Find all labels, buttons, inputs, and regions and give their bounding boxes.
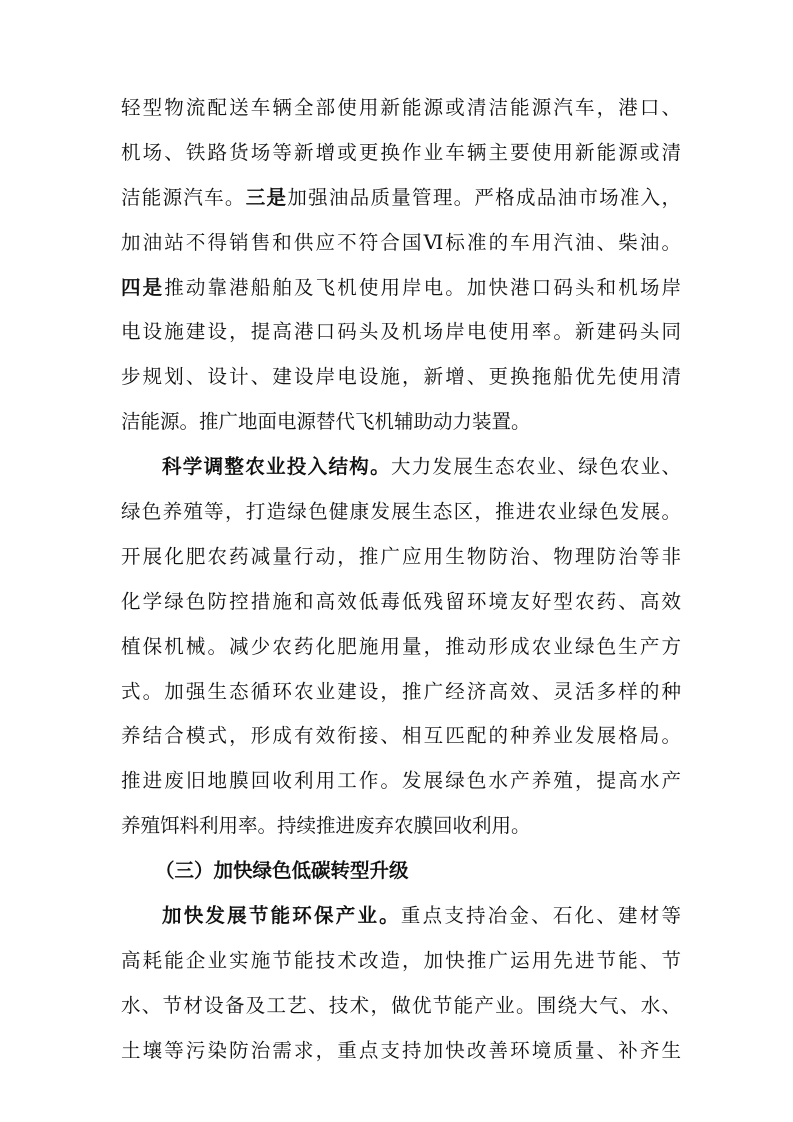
paragraph-line [121, 141, 681, 165]
line-text: 加油站不得销售和供应不符合国Ⅵ标准的车用汽油、柴油。 [121, 231, 681, 254]
paragraph-line [121, 365, 681, 389]
paragraph-line [121, 994, 681, 1018]
line-text: 土壤等污染防治需求，重点支持加快改善环境质量、补齐生 [121, 1039, 681, 1062]
paragraph-line [162, 904, 681, 928]
paragraph-line [121, 949, 681, 973]
paragraph-line [121, 1039, 681, 1063]
line-text: 绿色养殖等，打造绿色健康发展生态区，推进农业绿色发展。 [121, 500, 681, 523]
line-text: 洁能源。推广地面电源替代飞机辅助动力装置。 [121, 410, 531, 433]
bold-lead: 科学调整农业投入结构。 [162, 455, 391, 478]
paragraph-line [121, 96, 681, 120]
paragraph-line [121, 500, 681, 524]
line-text: 植保机械。减少农药化肥施用量，推动形成农业绿色生产方 [121, 635, 681, 658]
line-text: 化学绿色防控措施和高效低毒低残留环境友好型农药、高效 [121, 590, 681, 613]
section-heading [155, 859, 681, 883]
line-text: 水、节材设备及工艺、技术，做优节能产业。围绕大气、水、 [121, 994, 681, 1017]
line-text: 加强油品质量管理。严格成品油市场准入， [287, 186, 681, 209]
line-text: 轻型物流配送车辆全部使用新能源或清洁能源汽车，港口、 [121, 96, 681, 119]
paragraph-line [121, 545, 681, 569]
paragraph-line [121, 590, 681, 614]
section-heading-text: （三）加快绿色低碳转型升级 [155, 859, 409, 882]
paragraph-line [162, 455, 681, 479]
line-text: 式。加强生态循环农业建设，推广经济高效、灵活多样的种 [121, 680, 681, 703]
line-text: 机场、铁路货场等新增或更换作业车辆主要使用新能源或清 [121, 141, 681, 164]
paragraph-line [121, 724, 681, 748]
line-text: 推动靠港船舶及飞机使用岸电。加快港口码头和机场岸 [164, 276, 681, 299]
line-text: 开展化肥农药减量行动，推广应用生物防治、物理防治等非 [121, 545, 681, 568]
line-text: 步规划、设计、建设岸电设施，新增、更换拖船优先使用清 [121, 365, 681, 388]
line-text: 重点支持冶金、石化、建材等 [400, 904, 681, 927]
paragraph-line [121, 186, 681, 210]
paragraph-line [121, 635, 681, 659]
line-text: 养结合模式，形成有效衔接、相互匹配的种养业发展格局。 [121, 724, 681, 747]
paragraph-line [121, 320, 681, 344]
paragraph-line [121, 814, 681, 838]
bold-lead: 四是 [121, 276, 165, 299]
paragraph-line [121, 769, 681, 793]
line-text: 推进废旧地膜回收利用工作。发展绿色水产养殖，提高水产 [121, 769, 681, 792]
bold-lead: 三是 [245, 186, 288, 209]
line-text: 高耗能企业实施节能技术改造，加快推广运用先进节能、节 [121, 949, 681, 972]
line-text: 洁能源汽车。 [121, 186, 246, 209]
paragraph-line [121, 276, 681, 300]
paragraph-line [121, 231, 681, 255]
paragraph-line [121, 410, 681, 434]
paragraph-line [121, 680, 681, 704]
line-text: 养殖饵料利用率。持续推进废弃农膜回收利用。 [121, 814, 531, 837]
line-text: 大力发展生态农业、绿色农业、 [390, 455, 681, 478]
line-text: 电设施建设，提高港口码头及机场岸电使用率。新建码头同 [121, 320, 681, 343]
bold-lead: 加快发展节能环保产业。 [162, 904, 401, 927]
